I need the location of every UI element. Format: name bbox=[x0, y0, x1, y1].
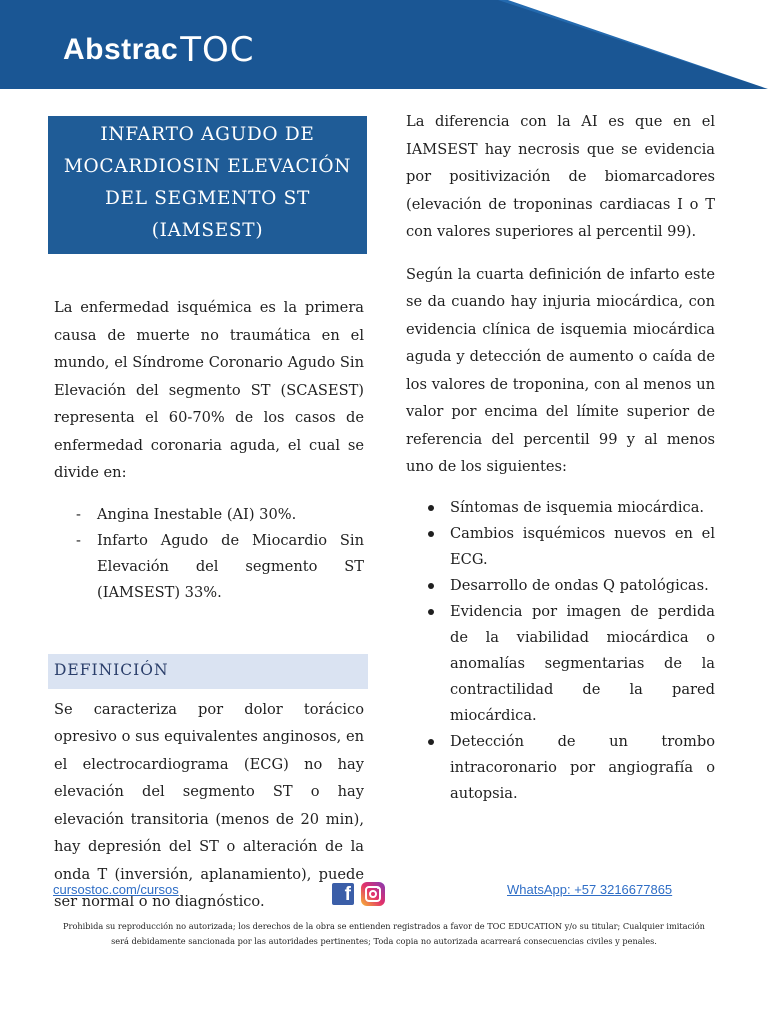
list-item bbox=[428, 521, 715, 573]
left-column bbox=[48, 116, 368, 916]
legal-notice: Prohibida su reproducción no autorizada; los derechos de la obra se entienden registrados a favor de TOC EDUCATION y/o su titular; Cualquier imitación será debidamente sancionada por las autoridades pertinentes; Toda copia no autorizada acarreará consecuencias civiles y penales. bbox=[63, 921, 705, 946]
list-item bbox=[428, 729, 715, 807]
definition-paragraph: Se caracteriza por dolor torácico opresivo o sus equivalentes anginosos, en el electrocardiograma (ECG) no hay elevación del segmento ST o hay elevación transitoria (menos de 20 min), hay depresión del ST o alteración de la onda T (inversión, aplanamiento), puede ser normal o no diagnóstico. bbox=[54, 700, 364, 910]
document-title: INFARTO AGUDO DE MOCARDIOSIN ELEVACIÓN DEL SEGMENTO ST (IAMSEST) bbox=[48, 116, 367, 254]
logo-text: Abstrac bbox=[63, 33, 179, 66]
list-item-text: Evidencia por imagen de perdida de la viabilidad miocárdica o anomalías segmentarias de la contractilidad de la pared miocárdica. bbox=[450, 602, 715, 724]
bullet-icon bbox=[428, 531, 434, 537]
bullet-icon bbox=[428, 609, 434, 615]
right-column bbox=[406, 108, 715, 807]
list-item bbox=[428, 573, 715, 599]
list-item-text: Detección de un trombo intracoronario por angiografía o autopsia. bbox=[450, 732, 715, 802]
bullet-icon bbox=[428, 583, 434, 589]
list-item-text: Cambios isquémicos nuevos en el ECG. bbox=[450, 524, 715, 568]
list-item-text: Síntomas de isquemia miocárdica. bbox=[450, 498, 705, 516]
logo-toc: TOC bbox=[180, 30, 255, 70]
instagram-dot bbox=[377, 887, 379, 889]
intro-paragraph: La enfermedad isquémica es la primera causa de muerte no traumática en el mundo, el Síndrome Coronario Agudo Sin Elevación del segmento ST (SCASEST) representa el 60-70% de los casos de enfermedad coronaria aguda, el cual se divide en: bbox=[54, 299, 364, 481]
brand-logo[interactable] bbox=[63, 30, 255, 70]
whatsapp-link[interactable]: WhatsApp: +57 3216677865 bbox=[507, 882, 673, 897]
list-item bbox=[76, 528, 364, 606]
section-heading-definicion: DEFINICIÓN bbox=[48, 654, 368, 689]
bullet-icon bbox=[428, 505, 434, 511]
list-item bbox=[428, 599, 715, 729]
classification-list bbox=[48, 502, 368, 606]
list-item bbox=[428, 495, 715, 521]
list-item-text: Desarrollo de ondas Q patológicas. bbox=[450, 576, 709, 594]
website-link[interactable]: cursostoc.com/cursos bbox=[53, 882, 179, 897]
dash-marker: - bbox=[76, 531, 81, 549]
instagram-icon[interactable] bbox=[361, 882, 385, 906]
instagram-lens bbox=[369, 890, 377, 898]
facebook-icon[interactable]: f bbox=[332, 883, 354, 905]
header-corner bbox=[508, 0, 768, 89]
dash-marker: - bbox=[76, 505, 81, 523]
header-band bbox=[0, 0, 768, 89]
list-item-text: Angina Inestable (AI) 30%. bbox=[97, 505, 297, 523]
bullet-icon bbox=[428, 739, 434, 745]
list-item-text: Infarto Agudo de Miocardio Sin Elevación del segmento ST (IAMSEST) 33%. bbox=[97, 531, 364, 601]
difference-paragraph: La diferencia con la AI es que en el IAMSEST hay necrosis que se evidencia por positivización de biomarcadores (elevación de troponinas cardiacas I o T con valores superiores al percentil 99). bbox=[406, 113, 715, 240]
list-item bbox=[76, 502, 364, 528]
fourth-definition-paragraph: Según la cuarta definición de infarto este se da cuando hay injuria miocárdica, con evidencia clínica de isquemia miocárdica aguda y detección de aumento o caída de los valores de troponina, con al menos un valor por encima del límite superior de referencia del percentil 99 y al menos uno de los siguientes: bbox=[406, 265, 715, 475]
criteria-list bbox=[406, 495, 715, 807]
